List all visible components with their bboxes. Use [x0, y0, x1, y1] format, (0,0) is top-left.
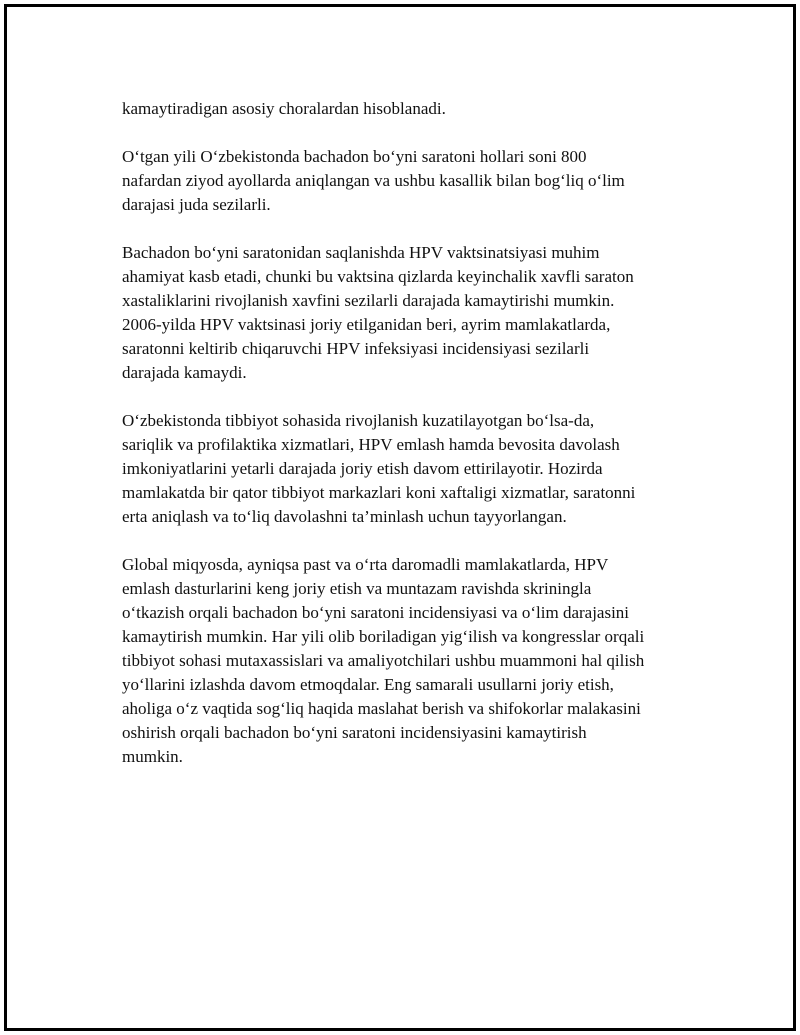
paragraph-2: O‘tgan yili O‘zbekistonda bachadon bo‘yni saratoni hollari soni 800 nafardan ziyod ayollarda aniqlangan va ushbu kasallik bilan bog‘liq o‘lim darajasi juda sezilarli. [122, 147, 625, 214]
paragraph-4: O‘zbekistonda tibbiyot sohasida rivojlanish kuzatilayotgan bo‘lsa-da, sariqlik va profilaktika xizmatlari, HPV emlash hamda bevosita davolash imkoniyatlarini yetarli darajada joriy etish davom ettirilayotir. Hozirda mamlakatda bir qator tibbiyot markazlari koni xaftaligi xizmatlar, saratonni erta aniqlash va to‘liq davolashni ta’minlash uchun tayyorlangan. [122, 411, 636, 526]
paragraph-5: Global miqyosda, ayniqsa past va o‘rta daromadli mamlakatlarda, HPV emlash dasturlarini keng joriy etish va muntazam ravishda skriningla o‘tkazish orqali bachadon bo‘yni saratoni incidensiyasi va o‘lim darajasini kamaytirish mumkin. Har yili olib boriladigan yig‘ilish va kongresslar orqali tibbiyot sohasi mutaxassislari va amaliyotchilari ushbu muammoni hal qilish yo‘llarini izlashda davom etmoqdalar. Eng samarali usullarni joriy etish, aholiga o‘z vaqtida sog‘liq haqida maslahat berish va shifokorlar malakasini oshirish orqali bachadon bo‘yni saratoni incidensiyasini kamaytirish mumkin. [122, 555, 645, 766]
document-body [122, 97, 712, 793]
document-page [4, 4, 796, 1031]
paragraph-3: Bachadon bo‘yni saratonidan saqlanishda HPV vaktsinatsiyasi muhim ahamiyat kasb etadi, chunki bu vaktsina qizlarda keyinchalik xavfli saraton xastaliklarini rivojlanish xavfini sezilarli darajada kamaytirishi mumkin. 2006-yilda HPV vaktsinasi joriy etilganidan beri, ayrim mamlakatlarda, saratonni keltirib chiqaruvchi HPV infeksiyasi incidensiyasi sezilarli darajada kamaydi. [122, 243, 634, 382]
paragraph-1: kamaytiradigan asosiy choralardan hisoblanadi. [122, 99, 446, 118]
